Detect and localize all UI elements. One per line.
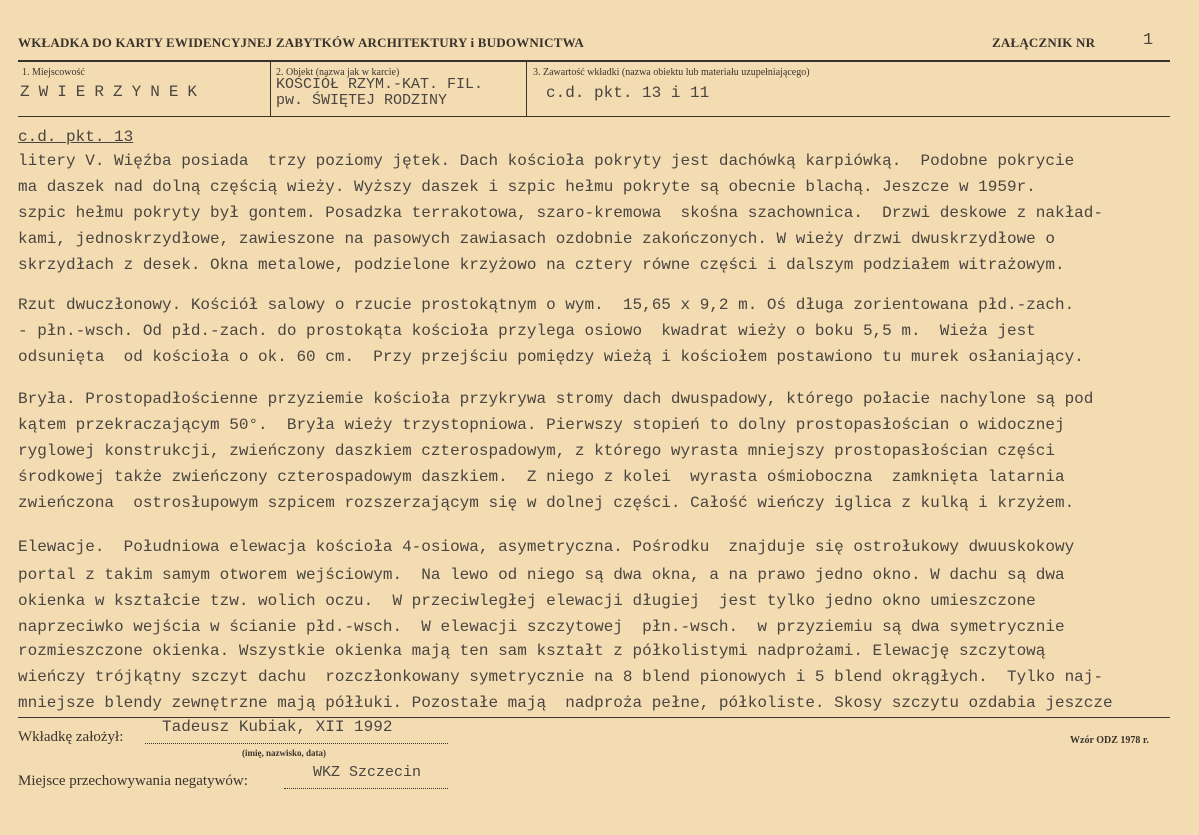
p2-line-1: Rzut dwuczłonowy. Kościół salowy o rzucie prostokątnym o wym. 15,65 x 9,2 m. Oś długa zorientowana płd.-zach. xyxy=(18,296,1075,314)
attachment-number: 1 xyxy=(1143,31,1154,50)
fields-divider-1 xyxy=(270,62,271,116)
p4-line-2: portal z takim samym otworem wejściowym. Na lewo od niego są dwa okna, a na prawo jedno okno. W dachu są dwa xyxy=(18,566,1065,584)
p3-line-3: ryglowej konstrukcji, zwieńczony daszkiem czterospadowym, z którego wyrasta mniejszy prostopasłościan części xyxy=(18,442,1055,460)
fields-top-rule xyxy=(18,60,1170,62)
fields-divider-2 xyxy=(526,62,527,116)
p1-line-1: litery V. Więźba posiada trzy poziomy jętek. Dach kościoła pokryty jest dachówką karpiówką. Podobne pokrycie xyxy=(18,152,1075,170)
p4-line-6: wieńczy trójkątny szczyt dachu rozczłonkowany symetrycznie na 8 blend pionowych i 5 blend okrągłych. Tylko naj- xyxy=(18,668,1103,686)
p3-line-5: zwieńczona ostrosłupowym szpicem rozszerzającym się w dolnej części. Całość wieńczy iglica z kulką i krzyżem. xyxy=(18,494,1075,512)
object-label: 2. Obiekt (nazwa jak w karcie) xyxy=(276,67,400,78)
p4-line-3: okienka w kształcie tzw. wolich oczu. W przeciwległej elewacji długiej jest tylko jedno okno umieszczone xyxy=(18,592,1036,610)
p4-line-5: rozmieszczone okienka. Wszystkie okienka mają ten sam kształt z półkolistymi nadprożami. Elewację szczytową xyxy=(18,642,1046,660)
p1-line-3: szpic hełmu pokryty był gontem. Posadzka terrakotowa, szaro-kremowa skośna szachownica. Drzwi deskowe z nakład- xyxy=(18,204,1103,222)
p3-line-2: kątem przekraczającym 50°. Bryła wieży trzystopniowa. Pierwszy stopień to dolny prostopasłościan o widocznej xyxy=(18,416,1065,434)
author-hint: (imię, nazwisko, data) xyxy=(242,748,326,758)
object-value-line-1: KOŚCIÓŁ RZYM.-KAT. FIL. xyxy=(276,76,484,93)
p1-line-2: ma daszek nad dolną częścią wieży. Wyższy daszek i szpic hełmu pokryte są obecnie blachą. Jeszcze w 1959r. xyxy=(18,178,1036,196)
p1-line-4: kami, jednoskrzydłowe, zawieszone na pasowych zawiasach ozdobnie zakończonych. W wieży drzwi dwuskrzydłowe o xyxy=(18,230,1055,248)
content-label: 3. Zawartość wkładki (nazwa obiektu lub materiału uzupełniającego) xyxy=(533,67,810,78)
p4-line-1: Elewacje. Południowa elewacja kościoła 4-osiowa, asymetryczna. Pośrodku znajduje się ostrołukowy dwuuskokowy xyxy=(18,538,1075,556)
negatives-dotted-line xyxy=(284,787,448,789)
p4-line-4: naprzeciwko wejścia w ścianie płd.-wsch. W elewacji szczytowej płn.-wsch. w przyziemiu są dwa symetrycznie xyxy=(18,618,1065,636)
p2-line-2: - płn.-wsch. Od płd.-zach. do prostokąta kościoła przylega osiowo kwadrat wieży o boku 5,5 m. Wieża jest xyxy=(18,322,1036,340)
content-value: c.d. pkt. 13 i 11 xyxy=(546,84,710,102)
p4-line-7: mniejsze blendy zewnętrzne mają półłuki. Pozostałe mają nadproża pełne, półkoliste. Skosy szczytu ozdabia jeszcze xyxy=(18,694,1113,712)
place-label: 1. Miejscowość xyxy=(22,67,85,78)
fields-bottom-rule xyxy=(18,116,1170,117)
author-label: Wkładkę założył: xyxy=(18,729,124,745)
p3-line-4: środkowej także zwieńczony czterospadowym daszkiem. Z niego z kolei wyrasta ośmioboczna zamknięta latarnia xyxy=(18,468,1065,486)
place-value: ZWIERZYNEK xyxy=(20,83,207,101)
author-dotted-line xyxy=(145,742,448,744)
p2-line-3: odsunięta od kościoła o ok. 60 cm. Przy przejściu pomiędzy wieżą i kościołem postawiono tu murek osłaniający. xyxy=(18,348,1084,366)
p3-line-1: Bryła. Prostopadłościenne przyziemie kościoła przykrywa stromy dach dwuspadowy, którego połacie nachylone są pod xyxy=(18,390,1094,408)
negatives-value: WKZ Szczecin xyxy=(313,764,422,781)
p1-line-5: skrzydłach z desek. Okna metalowe, podzielone krzyżowo na cztery równe części i dalszym podziałem witrażowym. xyxy=(18,256,1065,274)
intro-line: c.d. pkt. 13 xyxy=(18,128,134,146)
author-value: Tadeusz Kubiak, XII 1992 xyxy=(162,718,393,736)
attachment-label: ZAŁĄCZNIK NR xyxy=(992,35,1096,50)
object-value-line-2: pw. ŚWIĘTEJ RODZINY xyxy=(276,92,448,109)
form-id: Wzór ODZ 1978 r. xyxy=(1070,735,1149,746)
form-title: WKŁADKA DO KARTY EWIDENCYJNEJ ZABYTKÓW ARCHITEKTURY i BUDOWNICTWA xyxy=(18,35,584,50)
negatives-label: Miejsce przechowywania negatywów: xyxy=(18,773,248,789)
